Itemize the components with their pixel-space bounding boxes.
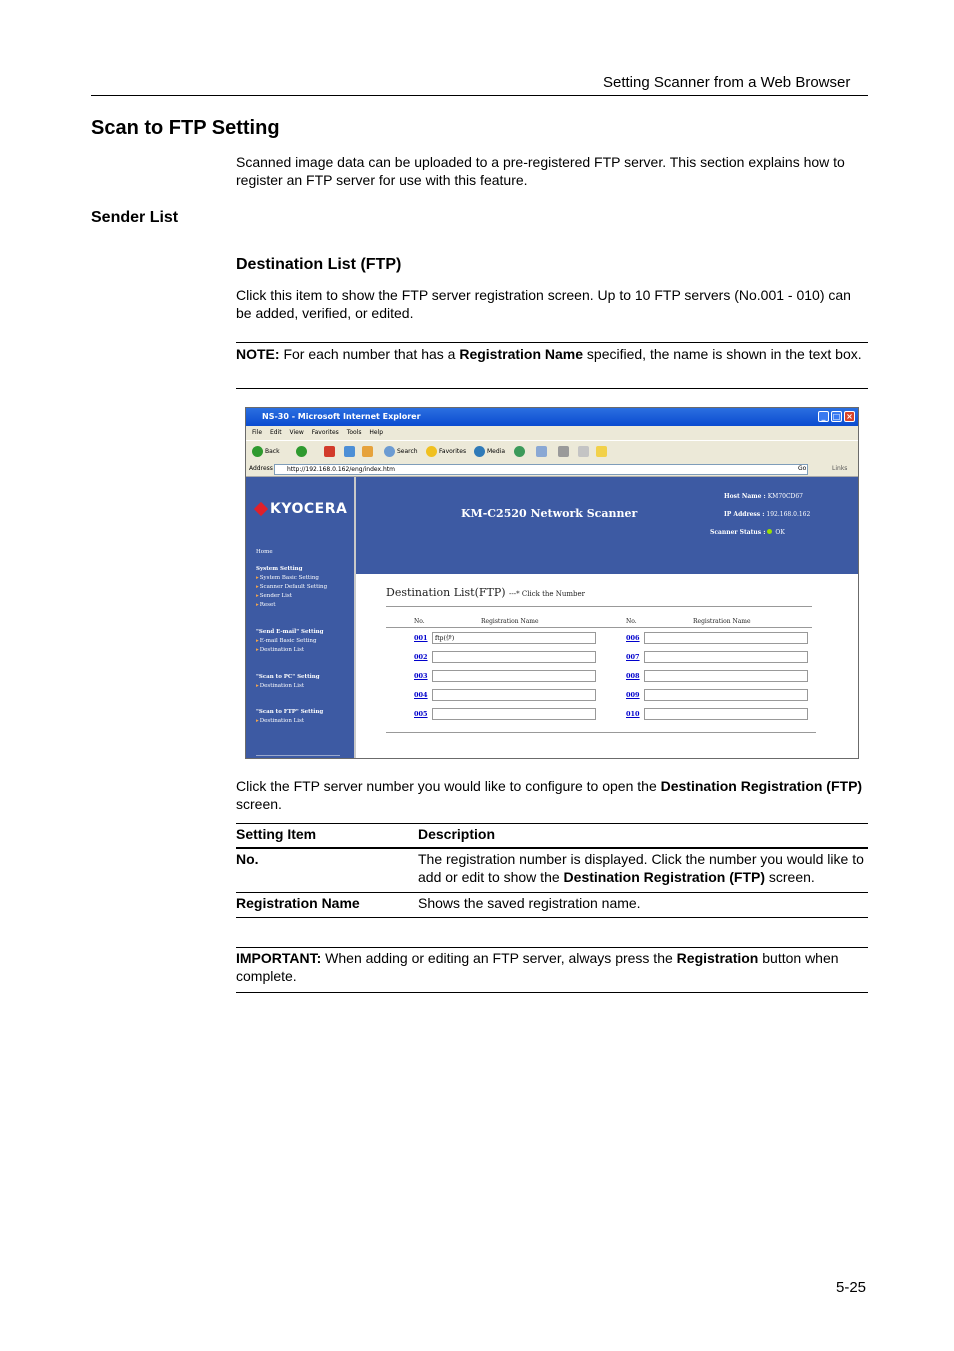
nav-pc-destination-list[interactable]: ▸ Destination List — [256, 683, 304, 689]
section-intro: Scanned image data can be uploaded to a pre-registered FTP server. This section explains how to register an FTP server for use with this feature. — [236, 154, 845, 188]
ip-address: IP Address : 192.168.0.162 — [724, 511, 811, 518]
table-row-rule — [236, 892, 868, 893]
media-button[interactable]: Media — [474, 446, 505, 458]
refresh-button[interactable] — [344, 446, 357, 458]
history-button[interactable] — [514, 446, 527, 458]
menu-file[interactable]: File — [252, 429, 263, 436]
reg-number-004[interactable]: 004 — [414, 691, 428, 699]
kyocera-logo: KYOCERA — [256, 501, 347, 517]
scanner-banner — [356, 477, 858, 574]
scanner-title: KM-C2520 Network Scanner — [461, 507, 638, 520]
page-number: 5-25 — [836, 1279, 867, 1296]
nav-send-email-setting[interactable]: "Send E-mail" Setting — [256, 629, 324, 635]
menu-help[interactable]: Help — [369, 429, 384, 436]
kyocera-logo-icon — [254, 502, 268, 516]
reg-name-010 — [644, 708, 808, 720]
subsubsection-body: Click this item to show the FTP server registration screen. Up to 10 FTP servers (No.001 - 010) can be added, verified, or edited. — [236, 287, 851, 321]
history-icon — [514, 446, 525, 457]
col-no-left: No. — [414, 618, 425, 625]
table-header-setting-item: Setting Item — [236, 826, 317, 842]
table-header-rule — [236, 847, 868, 849]
running-header: Setting Scanner from a Web Browser — [603, 74, 851, 91]
host-name: Host Name : KM70CD67 — [724, 493, 803, 500]
edit-icon — [578, 446, 589, 457]
table-bottom-rule — [386, 732, 816, 733]
stop-button[interactable] — [324, 446, 337, 458]
reg-name-001: ftp(伊) — [432, 632, 596, 644]
reg-number-002[interactable]: 002 — [414, 653, 428, 661]
media-icon — [474, 446, 485, 457]
destination-list-panel — [356, 574, 858, 759]
note-bottom-rule — [236, 388, 868, 389]
menu-tools[interactable]: Tools — [346, 429, 362, 436]
table-row-description: Shows the saved registration name. — [418, 895, 641, 911]
favorites-button[interactable]: Favorites — [426, 446, 466, 458]
important-top-rule — [236, 947, 868, 948]
reg-name-003 — [432, 670, 596, 682]
links-button[interactable]: Links — [832, 465, 848, 472]
menu-edit[interactable]: Edit — [269, 429, 282, 436]
browser-screenshot — [245, 407, 859, 759]
destination-list-title: Destination List(FTP) ---* Click the Number — [386, 586, 586, 599]
important-note: IMPORTANT: When adding or editing an FTP server, always press the Registration button when complete. — [236, 950, 839, 984]
stop-icon — [324, 446, 335, 457]
note: NOTE: For each number that has a Registration Name specified, the name is shown in the text box. — [236, 346, 862, 362]
scanner-status: Scanner Status : OK — [710, 529, 785, 536]
search-icon — [384, 446, 395, 457]
nav-scan-to-ftp-setting[interactable]: "Scan to FTP" Setting — [256, 709, 324, 715]
home-button[interactable] — [362, 446, 375, 458]
reg-number-006[interactable]: 006 — [626, 634, 640, 642]
mail-icon — [536, 446, 547, 457]
nav-system-basic-setting[interactable]: ▸ System Basic Setting — [256, 575, 319, 581]
mail-button[interactable] — [536, 446, 549, 458]
close-button[interactable]: × — [844, 411, 855, 422]
minimize-button[interactable]: _ — [818, 411, 829, 422]
maximize-button[interactable]: □ — [832, 412, 841, 421]
reg-number-001[interactable]: 001 — [414, 634, 428, 642]
refresh-icon — [344, 446, 355, 457]
nav-ftp-destination-list[interactable]: ▸ Destination List — [256, 718, 304, 724]
back-arrow-icon — [252, 446, 263, 457]
print-button[interactable] — [558, 446, 571, 458]
reg-name-004 — [432, 689, 596, 701]
edit-button[interactable] — [578, 446, 591, 458]
table-bottom-rule — [236, 917, 868, 918]
reg-number-007[interactable]: 007 — [626, 653, 640, 661]
menu-bar — [246, 426, 858, 440]
subsubsection-title: Destination List (FTP) — [236, 256, 402, 273]
print-icon — [558, 446, 569, 457]
folder-button[interactable] — [596, 446, 609, 458]
forward-arrow-icon — [296, 446, 307, 457]
table-row-item: No. — [236, 851, 259, 867]
forward-button[interactable] — [296, 446, 309, 458]
status-dot-icon — [767, 529, 772, 534]
address-input[interactable]: http://192.168.0.162/eng/index.htm — [274, 464, 808, 475]
nav-reset[interactable]: ▸ Reset — [256, 602, 275, 608]
reg-name-009 — [644, 689, 808, 701]
reg-number-003[interactable]: 003 — [414, 672, 428, 680]
window-title: NS-30 - Microsoft Internet Explorer — [262, 412, 421, 421]
header-rule-table — [386, 627, 812, 628]
col-no-right: No. — [626, 618, 637, 625]
reg-name-002 — [432, 651, 596, 663]
section-title: Scan to FTP Setting — [91, 117, 280, 139]
title-rule — [386, 606, 812, 607]
address-label: Address — [249, 465, 273, 472]
table-header-description: Description — [418, 826, 496, 842]
reg-name-006 — [644, 632, 808, 644]
nav-system-setting[interactable]: System Setting — [256, 566, 303, 572]
nav-scan-to-pc-setting[interactable]: "Scan to PC" Setting — [256, 674, 320, 680]
nav-email-destination-list[interactable]: ▸ Destination List — [256, 647, 304, 653]
reg-name-005 — [432, 708, 596, 720]
col-name-right: Registration Name — [693, 618, 751, 625]
note-top-rule — [236, 342, 868, 343]
col-name-left: Registration Name — [481, 618, 539, 625]
search-button[interactable]: Search — [384, 446, 418, 458]
reg-number-008[interactable]: 008 — [626, 672, 640, 680]
reg-number-009[interactable]: 009 — [626, 691, 640, 699]
reg-number-005[interactable]: 005 — [414, 710, 428, 718]
important-bottom-rule — [236, 992, 868, 993]
go-button[interactable]: Go — [798, 465, 807, 472]
back-button[interactable]: Back — [252, 446, 280, 458]
reg-name-007 — [644, 651, 808, 663]
window-titlebar — [246, 408, 858, 426]
left-navigation — [246, 477, 356, 759]
header-rule — [91, 95, 868, 96]
table-row-item: Registration Name — [236, 895, 360, 911]
reg-name-008 — [644, 670, 808, 682]
star-icon — [426, 446, 437, 457]
folder-icon — [596, 446, 607, 457]
nav-home[interactable]: Home — [256, 549, 273, 555]
menu-favorites[interactable]: Favorites — [311, 429, 339, 436]
subsection-title: Sender List — [91, 209, 179, 226]
menu-view[interactable]: View — [289, 429, 304, 436]
browser-toolbar — [246, 440, 858, 463]
nav-sender-list[interactable]: ▸ Sender List — [256, 593, 292, 599]
table-top-rule — [236, 823, 868, 824]
table-row-description: The registration number is displayed. Click the number you would like to add or edit to show the Destination Registration (FTP) screen. — [418, 851, 864, 885]
after-screenshot-text: Click the FTP server number you would like to configure to open the Destination Registration (FTP) screen. — [236, 778, 863, 812]
nav-email-basic-setting[interactable]: ▸ E-mail Basic Setting — [256, 638, 317, 644]
home-icon — [362, 446, 373, 457]
nav-divider — [256, 755, 340, 756]
reg-number-010[interactable]: 010 — [626, 710, 640, 718]
address-bar — [246, 462, 858, 477]
nav-scanner-default-setting[interactable]: ▸ Scanner Default Setting — [256, 584, 327, 590]
